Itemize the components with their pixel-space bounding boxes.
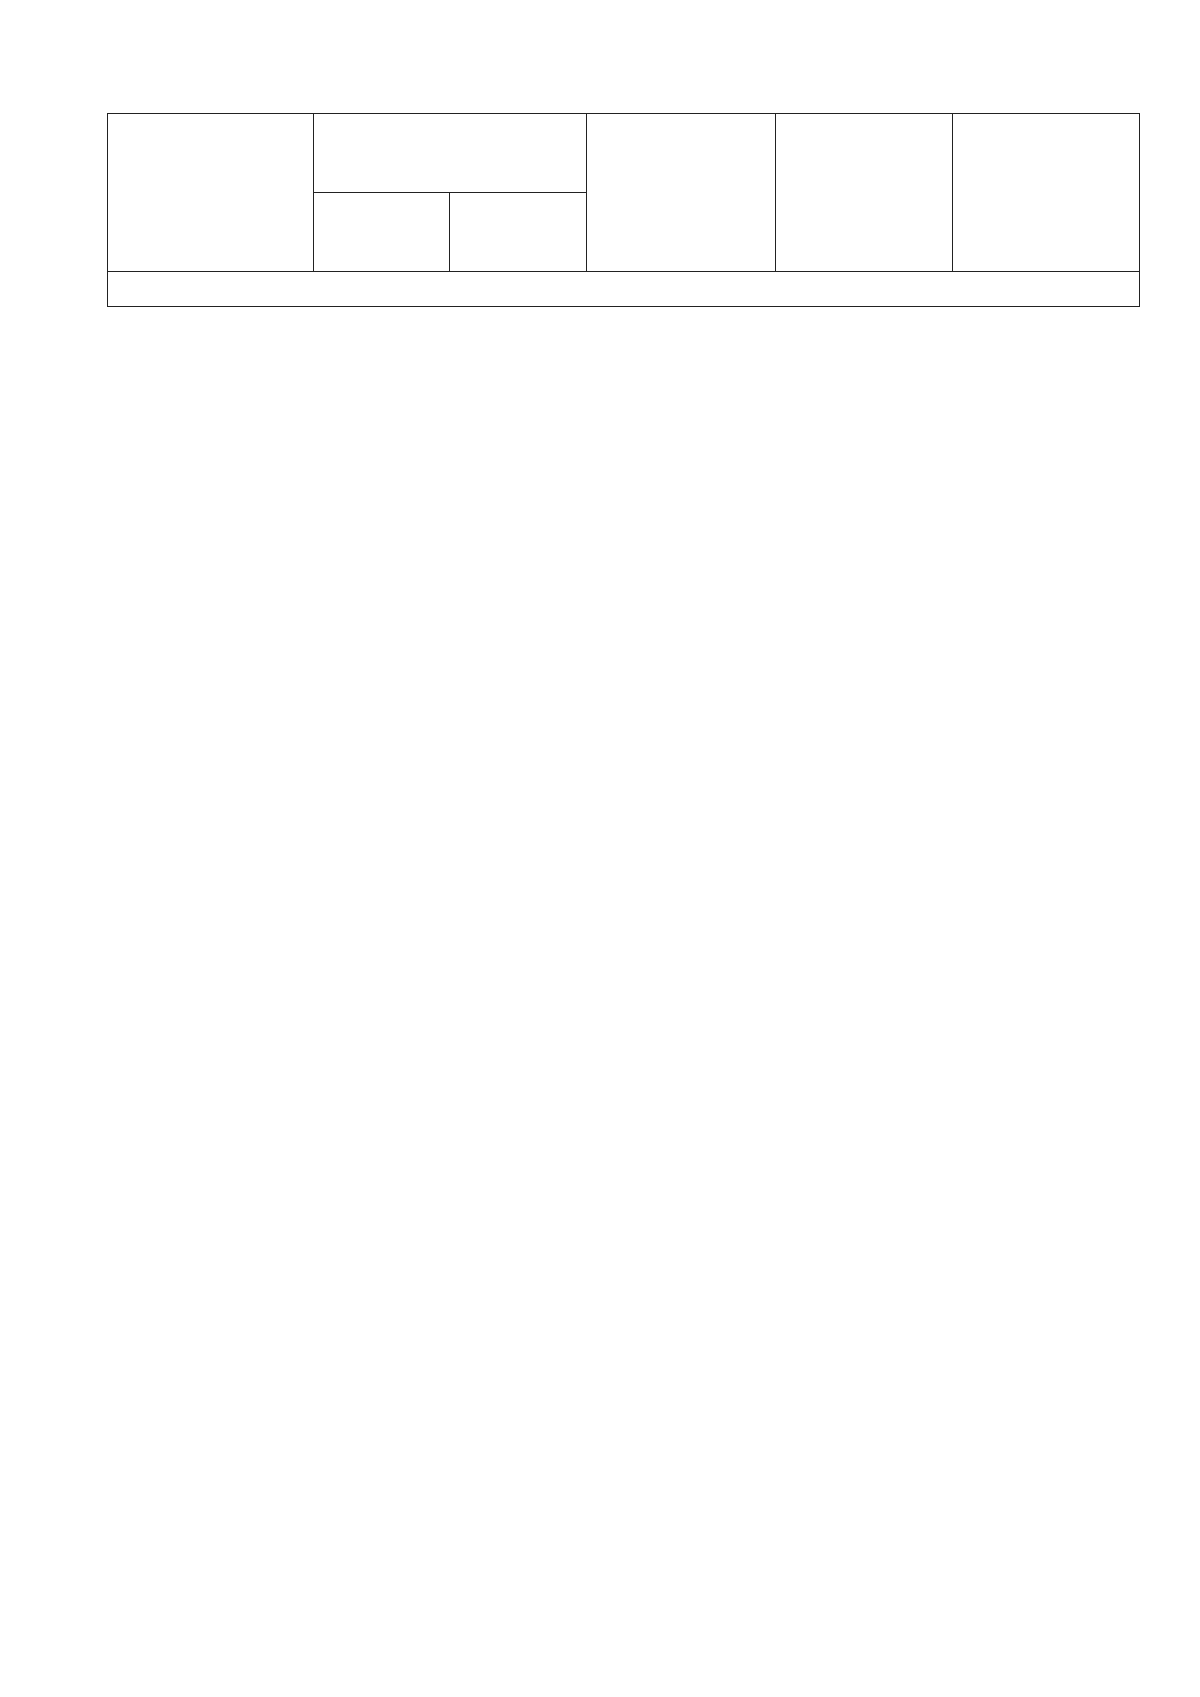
header-y xyxy=(450,193,587,272)
header-designation xyxy=(108,114,314,272)
section-block xyxy=(108,272,1140,307)
boundary-points-table xyxy=(107,113,1140,307)
header-x xyxy=(314,193,450,272)
header-method xyxy=(587,114,776,272)
table-header xyxy=(108,114,1140,272)
header-coordinates xyxy=(314,114,587,193)
section-title xyxy=(108,272,1140,307)
header-description xyxy=(953,114,1140,272)
header-accuracy xyxy=(776,114,953,272)
